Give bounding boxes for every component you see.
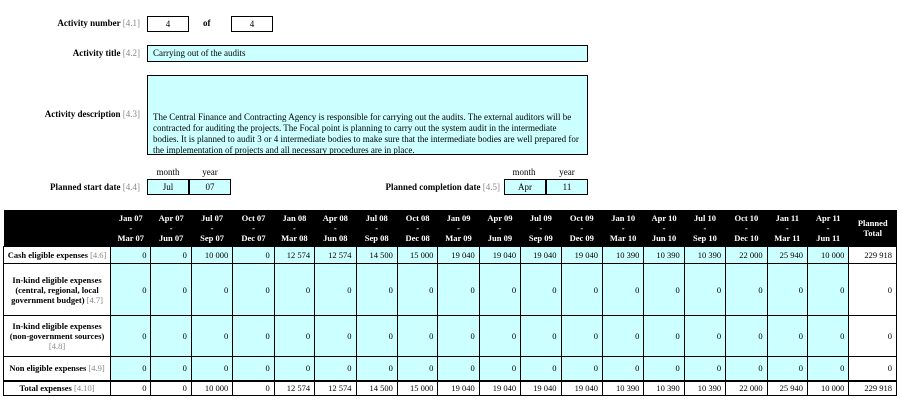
amount-cell[interactable]: 0 (315, 264, 356, 316)
amount-cell[interactable]: 0 (807, 264, 848, 316)
expenses-table (3, 210, 897, 396)
amount-cell: 10 000 (807, 381, 848, 396)
amount-cell[interactable]: 0 (151, 264, 191, 316)
amount-cell[interactable]: 0 (111, 357, 151, 381)
activity-number-field[interactable]: 4 (147, 16, 189, 32)
period-header-15: Jul 10 - Sep 10 (684, 210, 725, 247)
period-header-9: Jan 09 - Mar 09 (438, 210, 479, 247)
amount-cell[interactable]: 0 (438, 357, 479, 381)
amount-cell[interactable]: 0 (233, 247, 274, 264)
amount-cell[interactable]: 0 (397, 357, 437, 381)
row-label-code: [4.6] (90, 250, 107, 260)
amount-cell[interactable]: 0 (356, 316, 397, 357)
planned-total-cell: 229 918 (849, 381, 897, 396)
amount-cell: 25 940 (767, 381, 807, 396)
activity-total-field[interactable]: 4 (231, 16, 273, 32)
amount-cell[interactable]: 0 (684, 357, 725, 381)
row-label (4, 247, 111, 264)
row-label (4, 357, 111, 381)
amount-cell[interactable]: 0 (561, 316, 602, 357)
amount-cell: 19 040 (521, 381, 561, 396)
row-label-code: [4.10] (74, 383, 95, 394)
of-label: of (203, 18, 211, 28)
planned-total-cell: 0 (849, 316, 897, 357)
amount-cell: 15 000 (397, 381, 437, 396)
period-header-18: Apr 11 - Jun 11 (807, 210, 848, 247)
activity-number-label: Activity number [4.1] (57, 18, 140, 28)
activity-description-field[interactable]: The Central Finance and Contracting Agency is responsible for carrying out the audits. The external auditors will be contracted for auditing the projects. The Focal point is planning to carry out the system audit in the intermediate bodies. It is planned to audit 3 or 4 intermediate bodies to make sure that the intermediate bodies are well prepared for the implementation of projects and all necessary procedures are in place. (147, 75, 588, 155)
amount-cell[interactable]: 0 (726, 316, 767, 357)
row-label-code: [4.8] (48, 341, 66, 351)
period-header-12: Oct 09 - Dec 09 (561, 210, 602, 247)
period-header-5: Jan 08 - Mar 08 (274, 210, 314, 247)
row-label-text: In-kind eligible expenses (central, regional, local government budget) (11, 274, 102, 305)
amount-cell[interactable]: 0 (191, 264, 232, 316)
planned-total-cell: 0 (849, 264, 897, 316)
amount-cell[interactable]: 0 (521, 316, 561, 357)
amount-cell: 10 390 (684, 381, 725, 396)
start-month-field[interactable]: Jul (147, 179, 189, 195)
amount-cell[interactable]: 0 (602, 264, 643, 316)
amount-cell[interactable]: 0 (111, 264, 151, 316)
amount-cell[interactable]: 0 (111, 247, 151, 264)
amount-cell[interactable]: 0 (521, 357, 561, 381)
period-header-1: Jan 07 - Mar 07 (111, 210, 151, 247)
amount-cell[interactable]: 0 (767, 357, 807, 381)
cash-eligible-row (4, 247, 897, 264)
amount-cell[interactable]: 0 (644, 357, 684, 381)
amount-cell[interactable]: 0 (191, 357, 232, 381)
amount-cell[interactable]: 19 040 (521, 247, 561, 264)
period-header-6: Apr 08 - Jun 08 (315, 210, 356, 247)
amount-cell[interactable]: 0 (561, 264, 602, 316)
amount-cell[interactable]: 12 574 (315, 247, 356, 264)
completion-year-field[interactable]: 11 (546, 179, 588, 195)
total-expenses-row (4, 381, 897, 396)
amount-cell[interactable]: 19 040 (438, 247, 479, 264)
period-header-4: Oct 07 - Dec 07 (233, 210, 274, 247)
amount-cell: 10 000 (191, 381, 232, 396)
planned-start-label: Planned start date [4.4] (50, 182, 140, 192)
amount-cell[interactable]: 0 (315, 316, 356, 357)
period-header-11: Jul 09 - Sep 09 (521, 210, 561, 247)
amount-cell[interactable]: 15 000 (397, 247, 437, 264)
amount-cell[interactable]: 0 (644, 316, 684, 357)
amount-cell[interactable]: 0 (807, 316, 848, 357)
row-label (4, 316, 111, 357)
amount-cell[interactable]: 0 (479, 316, 520, 357)
period-header-10: Apr 09 - Jun 09 (479, 210, 520, 247)
amount-cell: 19 040 (438, 381, 479, 396)
row-label-text: Total expenses (19, 383, 72, 394)
amount-cell[interactable]: 10 390 (684, 247, 725, 264)
amount-cell[interactable]: 10 390 (644, 247, 684, 264)
amount-cell[interactable]: 0 (233, 316, 274, 357)
amount-cell[interactable]: 25 940 (767, 247, 807, 264)
amount-cell: 12 574 (274, 381, 314, 396)
amount-cell[interactable]: 0 (644, 264, 684, 316)
amount-cell[interactable]: 0 (274, 264, 314, 316)
amount-cell[interactable]: 19 040 (561, 247, 602, 264)
amount-cell: 0 (233, 381, 274, 396)
amount-cell[interactable]: 0 (111, 316, 151, 357)
amount-cell[interactable]: 0 (479, 264, 520, 316)
period-header-17: Jan 11 - Mar 11 (767, 210, 807, 247)
table-header-row (4, 210, 897, 247)
amount-cell[interactable]: 0 (151, 316, 191, 357)
period-header-16: Oct 10 - Dec 10 (726, 210, 767, 247)
row-label-text: Cash eligible expenses (7, 250, 88, 260)
header-corner (4, 210, 111, 247)
amount-cell: 12 574 (315, 381, 356, 396)
amount-cell[interactable]: 22 000 (726, 247, 767, 264)
amount-cell[interactable]: 0 (356, 357, 397, 381)
amount-cell[interactable]: 0 (356, 264, 397, 316)
activity-title-field[interactable]: Carrying out of the audits (147, 45, 588, 62)
period-header-8: Oct 08 - Dec 08 (397, 210, 437, 247)
completion-year-header: year (559, 167, 575, 177)
amount-cell[interactable]: 0 (233, 264, 274, 316)
amount-cell[interactable]: 0 (151, 357, 191, 381)
planned-total-header: Planned Total (849, 210, 897, 247)
amount-cell[interactable]: 0 (274, 316, 314, 357)
amount-cell[interactable]: 0 (438, 264, 479, 316)
amount-cell[interactable]: 0 (726, 357, 767, 381)
row-label-code: [4.9] (88, 363, 105, 374)
amount-cell: 0 (151, 381, 191, 396)
amount-cell[interactable]: 0 (767, 316, 807, 357)
planned-total-cell: 229 918 (849, 247, 897, 264)
amount-cell[interactable]: 0 (561, 357, 602, 381)
start-year-header: year (202, 167, 218, 177)
row-label-text: Non eligible expenses (9, 363, 87, 374)
inkind-government-row (4, 264, 897, 316)
amount-cell[interactable]: 0 (726, 264, 767, 316)
amount-cell[interactable]: 0 (807, 357, 848, 381)
row-label (4, 264, 111, 316)
amount-cell[interactable]: 0 (767, 264, 807, 316)
activity-title-label: Activity title [4.2] (72, 48, 140, 58)
amount-cell[interactable]: 0 (397, 264, 437, 316)
activity-description-label: Activity description [4.3] (44, 109, 140, 119)
amount-cell[interactable]: 10 000 (191, 247, 232, 264)
amount-cell[interactable]: 14 500 (356, 247, 397, 264)
amount-cell[interactable]: 0 (602, 357, 643, 381)
amount-cell: 14 500 (356, 381, 397, 396)
amount-cell[interactable]: 10 390 (602, 247, 643, 264)
row-label-code: [4.7] (86, 294, 103, 305)
completion-month-header: month (512, 167, 536, 177)
row-label (4, 381, 111, 396)
amount-cell[interactable]: 0 (438, 316, 479, 357)
non-eligible-row (4, 357, 897, 381)
period-header-2: Apr 07 - Jun 07 (151, 210, 191, 247)
amount-cell[interactable]: 0 (479, 357, 520, 381)
amount-cell[interactable]: 0 (602, 316, 643, 357)
start-month-header: month (156, 167, 180, 177)
amount-cell[interactable]: 0 (684, 264, 725, 316)
amount-cell[interactable]: 19 040 (479, 247, 520, 264)
amount-cell[interactable]: 0 (315, 357, 356, 381)
amount-cell[interactable]: 0 (151, 247, 191, 264)
planned-total-cell: 0 (849, 357, 897, 381)
start-year-field[interactable]: 07 (189, 179, 231, 195)
amount-cell[interactable]: 0 (684, 316, 725, 357)
amount-cell: 10 390 (644, 381, 684, 396)
planned-completion-label: Planned completion date [4.5] (385, 182, 500, 192)
amount-cell[interactable]: 0 (274, 357, 314, 381)
amount-cell[interactable]: 0 (521, 264, 561, 316)
amount-cell: 10 390 (602, 381, 643, 396)
amount-cell[interactable]: 0 (233, 357, 274, 381)
amount-cell: 0 (111, 381, 151, 396)
period-header-14: Apr 10 - Jun 10 (644, 210, 684, 247)
amount-cell[interactable]: 12 574 (274, 247, 314, 264)
completion-month-field[interactable]: Apr (504, 179, 546, 195)
amount-cell[interactable]: 0 (191, 316, 232, 357)
period-header-3: Jul 07 - Sep 07 (191, 210, 232, 247)
row-label-text: In-kind eligible expenses (non-government sources) (9, 321, 105, 341)
amount-cell[interactable]: 0 (397, 316, 437, 357)
inkind-nongovernment-row (4, 316, 897, 357)
amount-cell: 19 040 (561, 381, 602, 396)
amount-cell: 19 040 (479, 381, 520, 396)
amount-cell: 22 000 (726, 381, 767, 396)
period-header-7: Jul 08 - Sep 08 (356, 210, 397, 247)
period-header-13: Jan 10 - Mar 10 (602, 210, 643, 247)
amount-cell[interactable]: 10 000 (807, 247, 848, 264)
